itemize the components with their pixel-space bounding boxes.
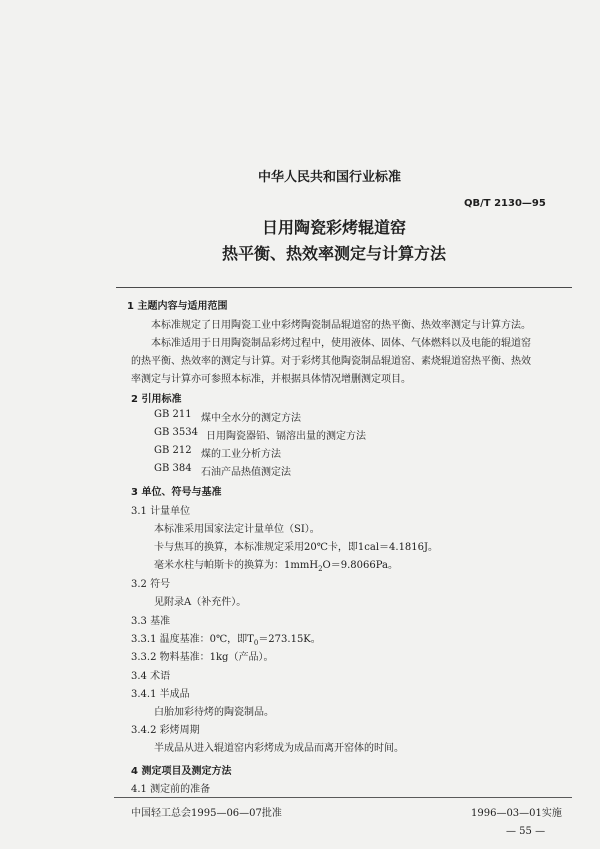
section-4-heading: 4 测定项目及测定方法 — [131, 766, 232, 777]
section-2-heading: 2 引用标准 — [131, 394, 182, 405]
footer-divider — [114, 797, 572, 798]
item-3-4-1: 3.4.1 半成品 — [131, 689, 190, 700]
item-3-4-2: 3.4.2 彩烤周期 — [131, 725, 200, 736]
section-1-heading: 1 主题内容与适用范围 — [127, 301, 228, 312]
ref-name: 煤中全水分的测定方法 — [201, 413, 301, 424]
ref-code: GB 384 — [154, 463, 192, 474]
org-title: 中华人民共和国行业标准 — [258, 170, 402, 185]
para-3-4-2: 半成品从进入辊道窑内彩烤成为成品而离开窑体的时间。 — [154, 743, 404, 754]
page-number: — 55 — — [506, 826, 546, 837]
section-1-para-2-line-1: 本标准适用于日用陶瓷制品彩烤过程中，使用液体、固体、气体燃料以及电能的辊道窑 — [151, 338, 531, 349]
approval-text: 中国轻工总会1995—06—07批准 — [131, 808, 282, 819]
ref-code: GB 212 — [154, 445, 192, 456]
title-line-1: 日用陶瓷彩烤辊道窑 — [262, 218, 407, 237]
item-3-3-2: 3.3.2 物料基准：1kg（产品）。 — [131, 652, 274, 663]
header-divider — [116, 287, 572, 288]
ref-code: GB 211 — [154, 409, 192, 420]
ref-name: 煤的工业分析方法 — [201, 449, 281, 460]
para-3-1-a: 本标准采用国家法定计量单位（SI）。 — [154, 524, 320, 535]
subsection-3-2: 3.2 符号 — [131, 579, 171, 590]
para-3-1-c: 毫米水柱与帕斯卡的换算为：1mmH$_2$O＝9.8066Pa。 — [154, 560, 398, 573]
ref-code: GB 3534 — [154, 427, 198, 438]
subsection-3-4: 3.4 术语 — [131, 671, 171, 682]
ref-name: 日用陶瓷器铅、镉溶出量的测定方法 — [206, 431, 366, 442]
section-1-para-1: 本标准规定了日用陶瓷工业中彩烤陶瓷制品辊道窑的热平衡、热效率测定与计算方法。 — [151, 320, 531, 331]
subsection-4-1: 4.1 测定前的准备 — [131, 784, 211, 795]
section-1-para-2-line-2: 的热平衡、热效率的测定与计算。对于彩烤其他陶瓷制品辊道窑、素烧辊道窑热平衡、热效 — [131, 356, 531, 367]
subsection-3-3: 3.3 基准 — [131, 616, 171, 627]
title-line-2: 热平衡、热效率测定与计算方法 — [222, 244, 447, 263]
section-3-heading: 3 单位、符号与基准 — [131, 487, 222, 498]
item-3-3-1: 3.3.1 温度基准：0℃，即$T_0=273.15K$。 — [131, 634, 321, 647]
para-3-1-b: 卡与焦耳的换算，本标准规定采用20℃卡，即1cal＝4.1816J。 — [154, 542, 439, 553]
para-3-4-1: 白胎加彩待烤的陶瓷制品。 — [154, 707, 274, 718]
effective-date: 1996—03—01实施 — [471, 808, 562, 819]
subsection-3-1: 3.1 计量单位 — [131, 506, 191, 517]
section-1-para-2-line-3: 率测定与计算亦可参照本标准，并根据具体情况增删测定项目。 — [131, 374, 411, 385]
para-3-2: 见附录A（补充件）。 — [154, 597, 247, 608]
standard-number: QB/T 2130—95 — [464, 198, 546, 209]
ref-name: 石油产品热值测定法 — [201, 467, 291, 478]
